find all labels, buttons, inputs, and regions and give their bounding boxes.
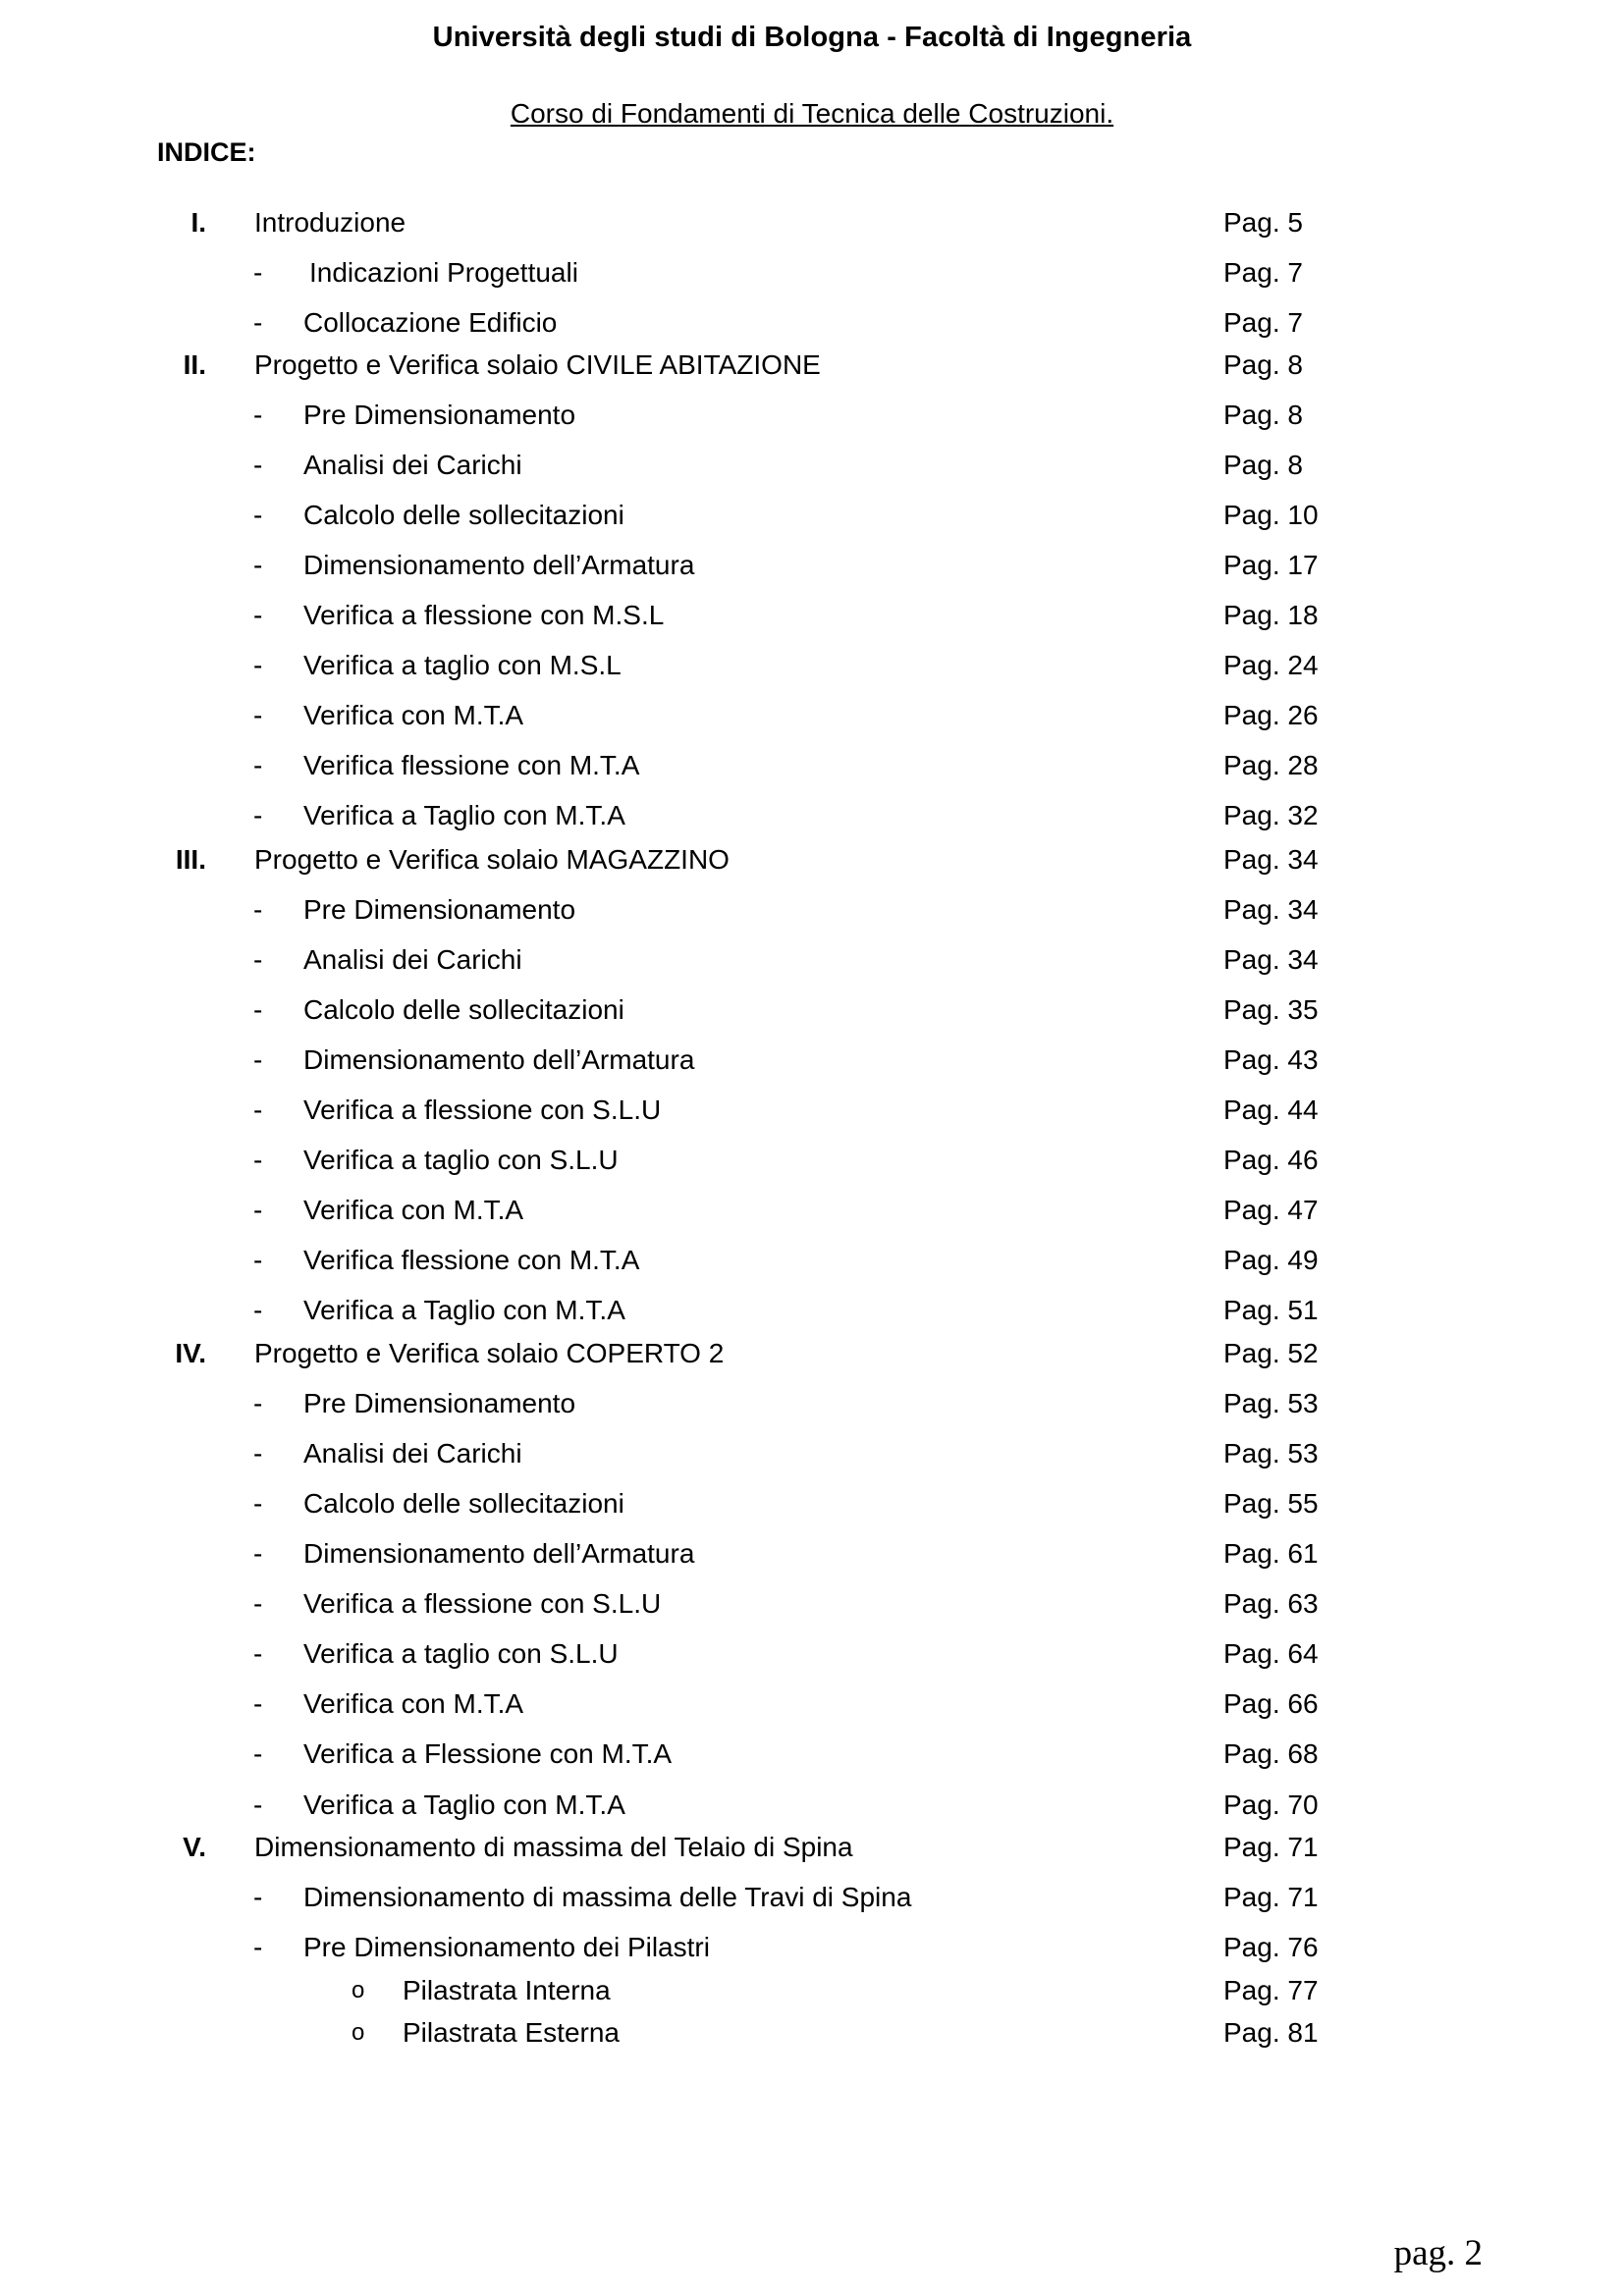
- dash-bullet: -: [253, 1295, 263, 1325]
- section-title: Progetto e Verifica solaio MAGAZZINO: [254, 844, 730, 875]
- item-title: Verifica flessione con M.T.A: [303, 750, 640, 780]
- page-ref: Pag. 61: [1223, 1538, 1319, 1569]
- page-number: pag. 2: [1393, 2233, 1483, 2273]
- item-title: Dimensionamento dell’Armatura: [303, 1044, 695, 1075]
- section-numeral: IV.: [175, 1338, 206, 1368]
- section-title: Dimensionamento di massima del Telaio di Spina: [254, 1832, 853, 1862]
- dash-bullet: -: [253, 1438, 263, 1468]
- item-title: Verifica a taglio con S.L.U: [303, 1638, 619, 1669]
- dash-bullet: -: [253, 944, 263, 975]
- item-title: Pre Dimensionamento: [303, 400, 576, 430]
- item-title: Pre Dimensionamento dei Pilastri: [303, 1932, 710, 1962]
- page-ref: Pag. 43: [1223, 1044, 1319, 1075]
- dash-bullet: -: [253, 257, 263, 288]
- section-title: Progetto e Verifica solaio COPERTO 2: [254, 1338, 725, 1368]
- item-title: Dimensionamento dell’Armatura: [303, 1538, 695, 1569]
- item-title: Verifica a flessione con S.L.U: [303, 1095, 662, 1125]
- item-title: Pre Dimensionamento: [303, 894, 576, 925]
- section-title: Progetto e Verifica solaio CIVILE ABITAZIONE: [254, 349, 821, 380]
- item-title: Verifica a Taglio con M.T.A: [303, 1295, 625, 1325]
- dash-bullet: -: [253, 1538, 263, 1569]
- dash-bullet: -: [253, 1044, 263, 1075]
- page-ref: Pag. 32: [1223, 800, 1319, 830]
- page-ref: Pag. 68: [1223, 1738, 1319, 1769]
- item-title: Analisi dei Carichi: [303, 1438, 522, 1468]
- section-numeral: III.: [175, 844, 206, 875]
- page-ref: Pag. 34: [1223, 894, 1319, 925]
- index-heading: INDICE:: [157, 137, 256, 167]
- item-title: Dimensionamento di massima delle Travi di Spina: [303, 1882, 912, 1912]
- dash-bullet: -: [253, 1638, 263, 1669]
- page-ref: Pag. 44: [1223, 1095, 1319, 1125]
- subitem-title: Pilastrata Esterna: [403, 2017, 620, 2048]
- page-ref: Pag. 77: [1223, 1975, 1319, 2005]
- item-title: Verifica a flessione con S.L.U: [303, 1588, 662, 1619]
- page-ref: Pag. 55: [1223, 1488, 1319, 1519]
- page-ref: Pag. 24: [1223, 650, 1319, 680]
- dash-bullet: -: [253, 650, 263, 680]
- item-title: Verifica con M.T.A: [303, 1688, 524, 1719]
- page-ref: Pag. 8: [1223, 349, 1303, 380]
- page-ref: Pag. 7: [1223, 257, 1303, 288]
- dash-bullet: -: [253, 1882, 263, 1912]
- item-title: Pre Dimensionamento: [303, 1388, 576, 1418]
- page-ref: Pag. 70: [1223, 1789, 1319, 1820]
- item-title: Calcolo delle sollecitazioni: [303, 994, 624, 1025]
- page-ref: Pag. 76: [1223, 1932, 1319, 1962]
- page-ref: Pag. 10: [1223, 500, 1319, 530]
- item-title: Indicazioni Progettuali: [309, 257, 578, 288]
- item-title: Collocazione Edificio: [303, 307, 558, 338]
- subitem-title: Pilastrata Interna: [403, 1975, 611, 2005]
- page-ref: Pag. 8: [1223, 400, 1303, 430]
- item-title: Verifica flessione con M.T.A: [303, 1245, 640, 1275]
- section-numeral: II.: [183, 349, 206, 380]
- section-numeral: I.: [190, 207, 206, 238]
- item-title: Verifica a Taglio con M.T.A: [303, 800, 625, 830]
- item-title: Verifica a Taglio con M.T.A: [303, 1789, 625, 1820]
- dash-bullet: -: [253, 1488, 263, 1519]
- page-ref: Pag. 52: [1223, 1338, 1319, 1368]
- page-ref: Pag. 47: [1223, 1195, 1319, 1225]
- dash-bullet: -: [253, 750, 263, 780]
- dash-bullet: -: [253, 1095, 263, 1125]
- item-title: Verifica a taglio con M.S.L: [303, 650, 622, 680]
- dash-bullet: -: [253, 1932, 263, 1962]
- page-ref: Pag. 26: [1223, 700, 1319, 730]
- dash-bullet: -: [253, 1145, 263, 1175]
- page-ref: Pag. 49: [1223, 1245, 1319, 1275]
- page-ref: Pag. 71: [1223, 1882, 1319, 1912]
- item-title: Verifica a Flessione con M.T.A: [303, 1738, 673, 1769]
- dash-bullet: -: [253, 450, 263, 480]
- dash-bullet: -: [253, 1738, 263, 1769]
- dash-bullet: -: [253, 1789, 263, 1820]
- course-subtitle: Corso di Fondamenti di Tecnica delle Costruzioni.: [510, 98, 1114, 129]
- page-ref: Pag. 81: [1223, 2017, 1319, 2048]
- circle-bullet: o: [352, 2019, 365, 2046]
- item-title: Analisi dei Carichi: [303, 944, 522, 975]
- dash-bullet: -: [253, 894, 263, 925]
- dash-bullet: -: [253, 500, 263, 530]
- section-numeral: V.: [183, 1832, 206, 1862]
- page-ref: Pag. 34: [1223, 844, 1319, 875]
- dash-bullet: -: [253, 1388, 263, 1418]
- item-title: Verifica a taglio con S.L.U: [303, 1145, 619, 1175]
- page-ref: Pag. 63: [1223, 1588, 1319, 1619]
- page-ref: Pag. 35: [1223, 994, 1319, 1025]
- page-ref: Pag. 66: [1223, 1688, 1319, 1719]
- dash-bullet: -: [253, 600, 263, 630]
- dash-bullet: -: [253, 994, 263, 1025]
- item-title: Verifica a flessione con M.S.L: [303, 600, 665, 630]
- item-title: Analisi dei Carichi: [303, 450, 522, 480]
- dash-bullet: -: [253, 307, 263, 338]
- item-title: Dimensionamento dell’Armatura: [303, 550, 695, 580]
- page-ref: Pag. 34: [1223, 944, 1319, 975]
- section-title: Introduzione: [254, 207, 406, 238]
- dash-bullet: -: [253, 1195, 263, 1225]
- item-title: Calcolo delle sollecitazioni: [303, 1488, 624, 1519]
- dash-bullet: -: [253, 550, 263, 580]
- dash-bullet: -: [253, 1688, 263, 1719]
- page-ref: Pag. 53: [1223, 1438, 1319, 1468]
- dash-bullet: -: [253, 700, 263, 730]
- page-ref: Pag. 28: [1223, 750, 1319, 780]
- item-title: Verifica con M.T.A: [303, 700, 524, 730]
- page-ref: Pag. 7: [1223, 307, 1303, 338]
- page-ref: Pag. 51: [1223, 1295, 1319, 1325]
- page-ref: Pag. 18: [1223, 600, 1319, 630]
- dash-bullet: -: [253, 1245, 263, 1275]
- page-title: Università degli studi di Bologna - Facoltà di Ingegneria: [432, 22, 1192, 53]
- circle-bullet: o: [352, 1977, 365, 2003]
- page-ref: Pag. 46: [1223, 1145, 1319, 1175]
- page-ref: Pag. 8: [1223, 450, 1303, 480]
- page-ref: Pag. 64: [1223, 1638, 1319, 1669]
- item-title: Calcolo delle sollecitazioni: [303, 500, 624, 530]
- dash-bullet: -: [253, 1588, 263, 1619]
- page-ref: Pag. 5: [1223, 207, 1303, 238]
- page-ref: Pag. 17: [1223, 550, 1319, 580]
- item-title: Verifica con M.T.A: [303, 1195, 524, 1225]
- dash-bullet: -: [253, 400, 263, 430]
- page-ref: Pag. 53: [1223, 1388, 1319, 1418]
- dash-bullet: -: [253, 800, 263, 830]
- page-ref: Pag. 71: [1223, 1832, 1319, 1862]
